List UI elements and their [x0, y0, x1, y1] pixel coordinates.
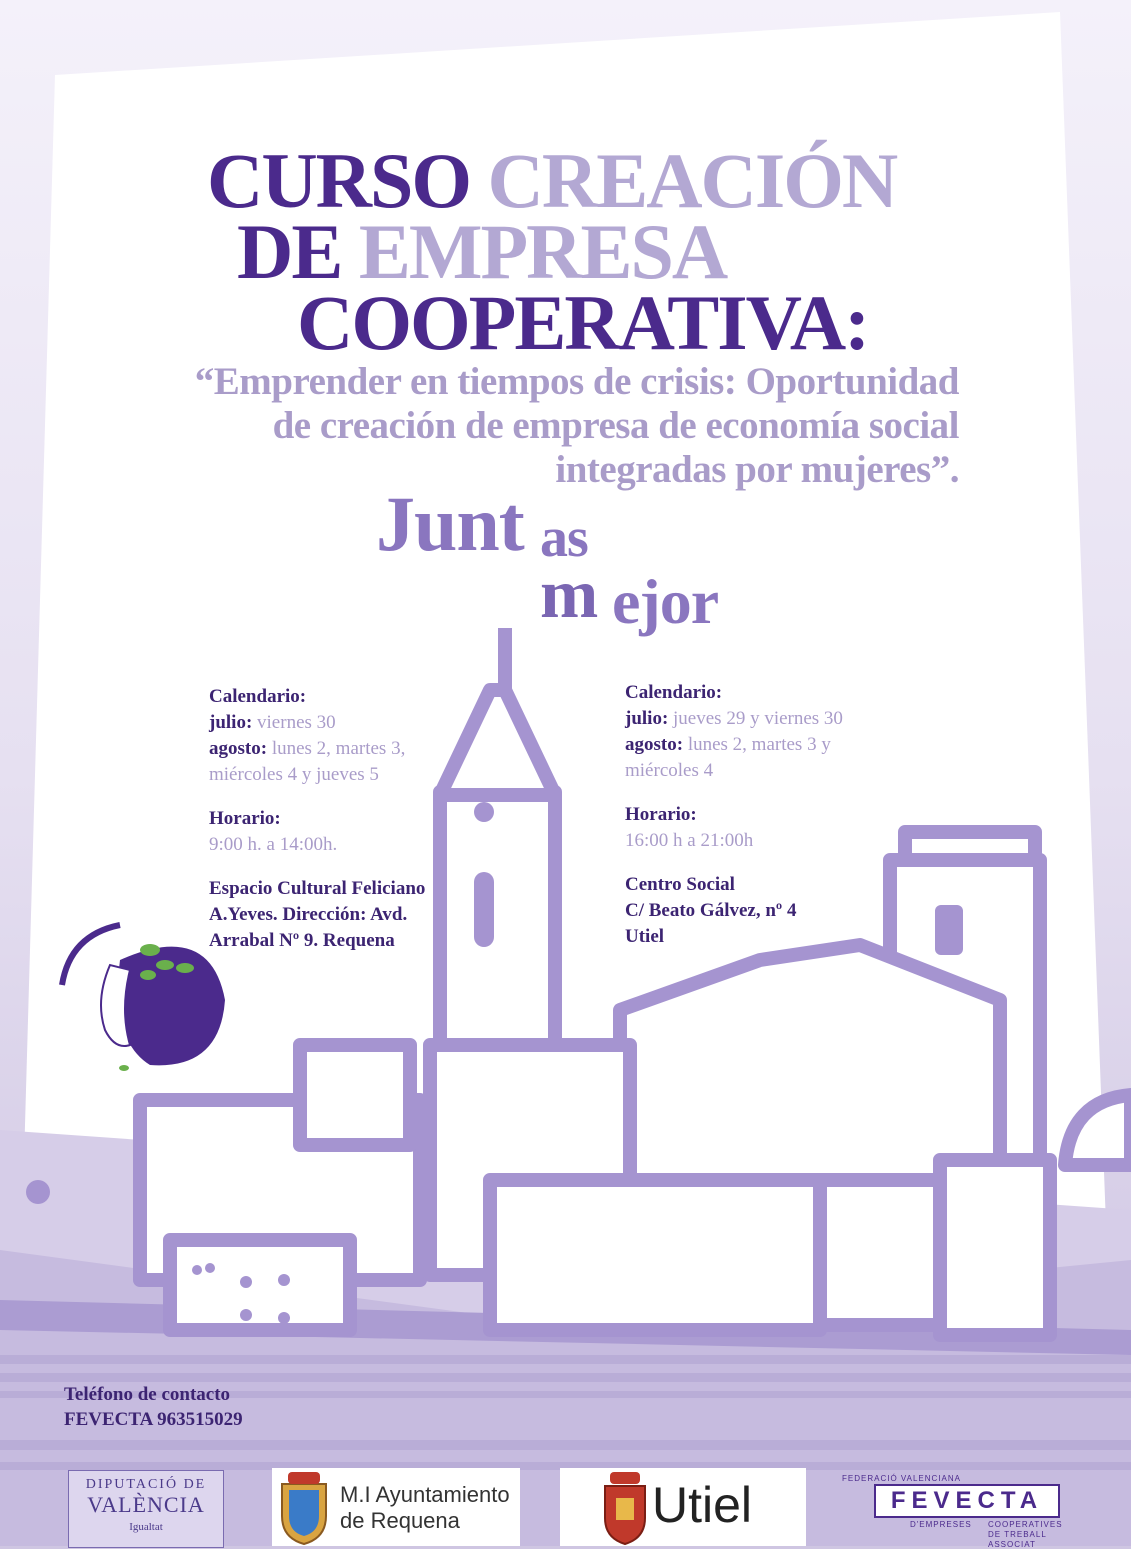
fevecta-sub-3: DE TREBALL: [988, 1530, 1047, 1539]
requena-shield-icon: [274, 1468, 334, 1546]
right-schedule-value: 16:00 h a 21:00h: [625, 830, 754, 851]
left-place-line-3: Arrabal Nº 9. Requena: [209, 930, 395, 951]
right-info-block: [625, 680, 925, 950]
contact-phone: FEVECTA 963515029: [64, 1409, 243, 1430]
subtitle-line-2: de creación de empresa de economía social: [272, 404, 959, 447]
slogan-ejor: ejor: [612, 566, 719, 637]
left-agosto-value: lunes 2, martes 3,: [271, 738, 406, 759]
fevecta-name: FEVECTA: [874, 1484, 1060, 1518]
requena-line-2: de Requena: [340, 1508, 460, 1533]
diputacio-line-2: VALÈNCIA: [87, 1492, 205, 1517]
right-place-line-2: C/ Beato Gálvez, nº 4: [625, 900, 797, 921]
requena-logo: [272, 1468, 520, 1546]
right-agosto-value: lunes 2, martes 3 y: [687, 734, 831, 755]
left-place-line-2: A.Yeves. Dirección: Avd.: [209, 904, 408, 925]
fevecta-logo: [842, 1474, 1082, 1549]
left-schedule-label: Horario:: [209, 808, 281, 829]
left-info-block: [209, 684, 509, 954]
title-curso: CURSO: [207, 137, 471, 224]
left-agosto-label: agosto:: [209, 738, 268, 759]
right-schedule-label: Horario:: [625, 804, 697, 825]
requena-line-1: M.I Ayuntamiento: [340, 1482, 510, 1507]
right-agosto-value-2: miércoles 4: [625, 760, 714, 781]
title-de: DE: [237, 208, 342, 295]
fevecta-top-label: FEDERACIÓ VALENCIANA: [842, 1474, 961, 1483]
utiel-shield-icon: [600, 1468, 650, 1546]
left-julio-label: julio:: [209, 712, 253, 733]
right-place-line-1: Centro Social: [625, 874, 735, 895]
left-agosto-value-2: miércoles 4 y jueves 5: [209, 764, 379, 785]
slogan-junt: Junt: [376, 480, 524, 567]
left-place-line-1: Espacio Cultural Feliciano: [209, 878, 426, 899]
right-julio-value: jueves 29 y viernes 30: [673, 708, 843, 729]
right-calendar-label: Calendario:: [625, 682, 723, 703]
diputacio-logo: [68, 1470, 224, 1548]
utiel-logo: [560, 1468, 806, 1546]
left-schedule-value: 9:00 h. a 14:00h.: [209, 834, 338, 855]
right-julio-label: julio:: [625, 708, 669, 729]
title-creacion: CREACIÓN: [487, 137, 897, 224]
contact-label: Teléfono de contacto: [64, 1384, 231, 1405]
left-calendar-label: Calendario:: [209, 686, 307, 707]
diputacio-line-3: Igualtat: [129, 1521, 163, 1533]
diputacio-line-1: DIPUTACIÓ DE: [85, 1477, 207, 1492]
right-agosto-label: agosto:: [625, 734, 684, 755]
title-line-3: COOPERATIVA:: [297, 279, 869, 366]
fevecta-sub-1: D'EMPRESES: [910, 1520, 972, 1529]
slogan-as: as: [540, 507, 588, 569]
subtitle-line-3: integradas por mujeres”.: [555, 448, 959, 491]
fevecta-sub-2: COOPERATIVES: [988, 1520, 1063, 1529]
contact-block: [64, 1382, 243, 1432]
slogan-m: m: [540, 556, 598, 633]
subtitle-line-1: “Emprender en tiempos de crisis: Oportunidad: [194, 360, 959, 403]
utiel-name: Utiel: [652, 1477, 753, 1533]
left-julio-value: viernes 30: [257, 712, 336, 733]
title-empresa: EMPRESA: [358, 208, 727, 295]
right-place-line-3: Utiel: [625, 926, 665, 947]
fevecta-sub-4: ASSOCIAT: [988, 1540, 1036, 1549]
